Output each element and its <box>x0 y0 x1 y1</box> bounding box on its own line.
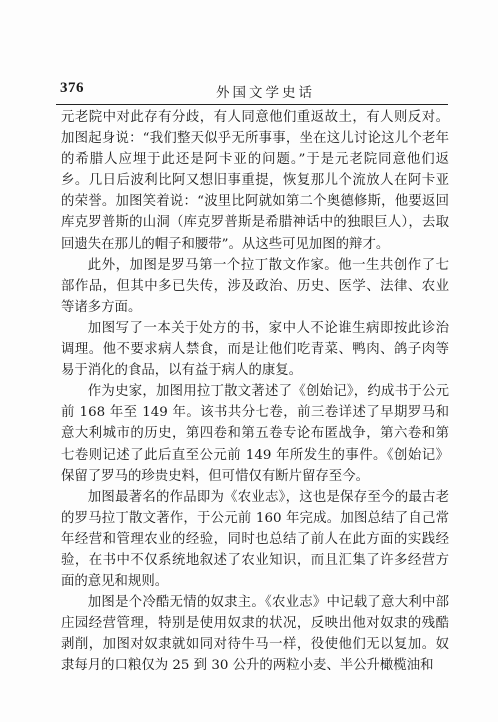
page-number: 376 <box>60 80 84 96</box>
paragraph-4: 作为史家，加图用拉丁散文著述了《创始记》，约成书于公元前 168 年至 149 年。该书共分七卷，前三卷详述了早期罗马和意大利城市的历史，第四卷和第五卷专论布匿战争，第六卷和第七卷则记述了此后直至公元前 149 年所发生的事件。《创始记》保留了罗马的珍贵史料，但可惜仅有断片留存至今。 <box>61 384 449 484</box>
paragraph-5: 加图最著名的作品即为《农业志》，这也是保存至今的最古老的罗马拉丁散文著作，于公元前 160 年完成。加图总结了自己常年经营和管理农业的经验，同时也总结了前人在此方面的实践经验，在书中不仅系统地叙述了农业知识，而且汇集了许多经营方面的意见和规则。 <box>61 489 449 590</box>
paragraph-1: 元老院中对此存有分歧，有人同意他们重返故土，有人则反对。加图起身说：“我们整天似乎无所事事，坐在这儿讨论这儿个老年的希腊人应埋于此还是阿卡亚的问题。”于是元老院同意他们返乡。几日后波利比阿又想旧事重提，恢复那儿个流放人在阿卡亚的荣誉。加图笑着说：“波里比阿就如第二个奥德修斯，他要返回库克罗普斯的山洞（库克罗普斯是希腊神话中的独眼巨人），去取回遗失在那儿的帽子和腰带”。从这些可见加图的辩才。 <box>61 110 449 252</box>
page-header <box>56 80 448 102</box>
body-text <box>61 107 449 677</box>
paragraph-6: 加图是个冷酷无情的奴隶主。《农业志》中记载了意大利中部庄园经营管理，特别是使用奴隶的状况，反映出他对奴隶的残酷剥削，加图对奴隶就如同对待牛马一样，役使他们无以复加。奴隶每月的口粮仅为 25 到 30 公升的两粒小麦、半公升橄榄油和 <box>61 595 449 674</box>
paragraph-2: 此外，加图是罗马第一个拉丁散文作家。他一生共创作了七部作品，但其中多已失传，涉及政治、历史、医学、法律、农业等诸多方面。 <box>61 257 449 315</box>
header-rule <box>56 104 448 105</box>
paragraph-3: 加图写了一本关于处方的书，家中人不论谁生病即按此诊治调理。他不要求病人禁食，而是让他们吃青菜、鸭肉、鸽子肉等易于消化的食品，以有益于病人的康复。 <box>61 320 449 379</box>
running-title: 外国文学史话 <box>216 85 315 101</box>
